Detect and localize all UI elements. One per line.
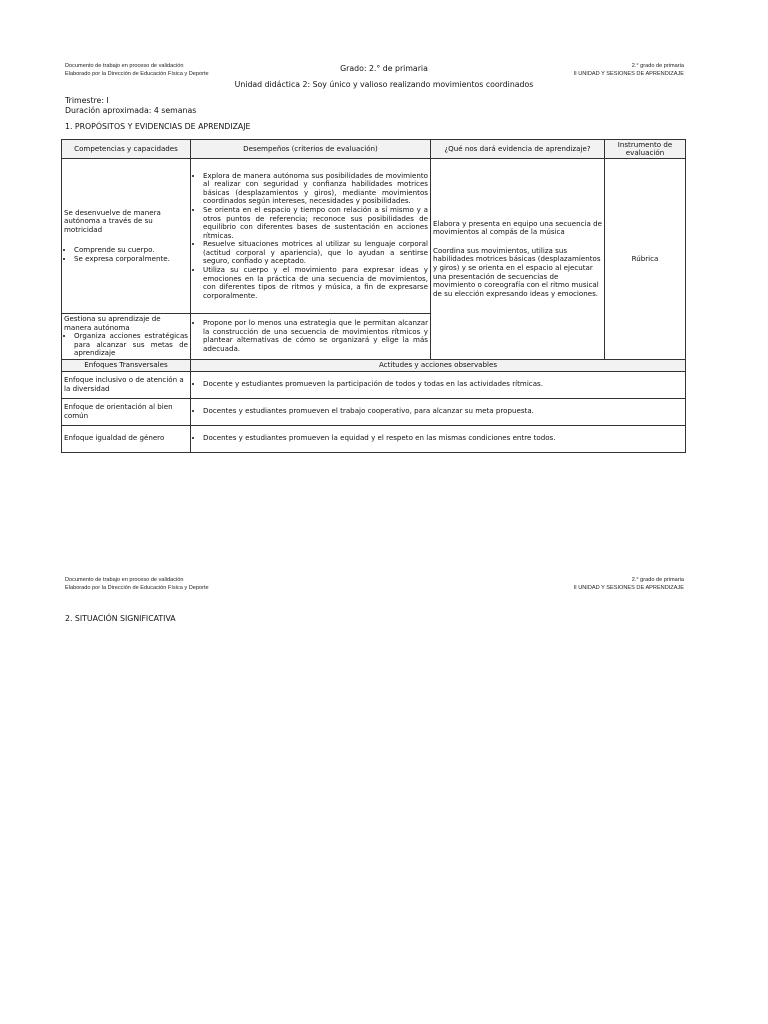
header-grade: 2.° grado de primaria: [631, 63, 684, 69]
table-row: [62, 425, 686, 452]
header-desempenos: Desempeños (criterios de evaluación): [191, 140, 431, 159]
header-author: Elaborado por la Dirección de Educación Física y Deporte: [65, 585, 209, 591]
actions-header: Actitudes y acciones observables: [191, 359, 686, 371]
list-item: • Utiliza su cuerpo y el movimiento para expresar ideas y emociones en la práctica de una secuencia de movimientos, con diferentes tipos de ritmos y música, a fin de expresarse corporalmente.: [203, 266, 428, 300]
list-item: • Se expresa corporalmente.: [74, 255, 188, 264]
approach-action-list: [193, 434, 683, 443]
instrument-cell: Rúbrica: [605, 159, 686, 360]
competency-title: Se desenvuelve de manera autónoma a través de su motricidad: [64, 207, 161, 234]
approach-action-list: [193, 380, 683, 389]
header-doc-status: Documento de trabajo en proceso de validación: [65, 63, 184, 69]
duration: Duración aproximada: 4 semanas: [65, 106, 197, 115]
header-instrumento: Instrumento de evaluación: [605, 140, 686, 159]
list-item: • Docentes y estudiantes promueven el trabajo cooperativo, para alcanzar su meta propuesta.: [203, 407, 683, 416]
approach-action-cell: [191, 425, 686, 452]
approach-action-cell: [191, 371, 686, 398]
transversal-header: Enfoques Transversales: [62, 359, 191, 371]
purposes-table: [61, 139, 686, 453]
list-item: • Resuelve situaciones motrices al utilizar su lenguaje corporal (actitud corporal y apariencia), que lo ayudan a sentirse seguro, confiado y aceptado.: [203, 240, 428, 266]
header-unit: II UNIDAD Y SESIONES DE APRENDIZAJE: [573, 71, 684, 77]
header-doc-status: Documento de trabajo en proceso de validación: [65, 577, 184, 583]
header-unit: II UNIDAD Y SESIONES DE APRENDIZAJE: [573, 585, 684, 591]
performance-list: [193, 319, 428, 353]
approach-name: Enfoque igualdad de género: [62, 425, 191, 452]
capacity-list: [64, 246, 188, 263]
competency-cell: [62, 159, 191, 314]
header-competencias: Competencias y capacidades: [62, 140, 191, 159]
trimester: Trimestre: I: [65, 96, 109, 105]
performance-cell: [191, 159, 431, 314]
performance-cell: [191, 314, 431, 360]
evidence-description: Coordina sus movimientos, utiliza sus habilidades motrices básicas (desplazamientos y giros) y se orienta en el espacio al ejecutar una presentación de secuencias de movimiento o coreografía con el ritmo musical de su elección expresando ideas y emociones.: [433, 245, 601, 298]
grade-title: Grado: 2.° de primaria: [340, 64, 428, 73]
table-header-row: [62, 140, 686, 159]
list-item: • Propone por lo menos una estrategia que le permitan alcanzar la construcción de una secuencia de movimientos rítmicos y plantear alternativas de cómo se organizará y elige la más adecuada.: [203, 319, 428, 353]
evidence-cell: [431, 159, 605, 360]
table-row: [62, 159, 686, 314]
approach-name: Enfoque de orientación al bien común: [62, 398, 191, 425]
section1-title: 1. PROPÓSITOS Y EVIDENCIAS DE APRENDIZAJE: [65, 122, 251, 131]
capacity-list: [64, 332, 188, 358]
unit-title: Unidad didáctica 2: Soy único y valioso realizando movimientos coordinados: [234, 80, 534, 89]
header-author: Elaborado por la Dirección de Educación Física y Deporte: [65, 71, 209, 77]
approach-action-cell: [191, 398, 686, 425]
section2-title: 2. SITUACIÓN SIGNIFICATIVA: [65, 614, 176, 623]
list-item: • Comprende su cuerpo.: [74, 246, 188, 255]
competency-title: Gestiona su aprendizaje de manera autónoma: [64, 314, 161, 332]
performance-list: [193, 172, 428, 301]
list-item: • Docente y estudiantes promueven la participación de todos y todas en las actividades rítmicas.: [203, 380, 683, 389]
list-item: • Docentes y estudiantes promueven la equidad y el respeto en las mismas condiciones entre todos.: [203, 434, 683, 443]
competency-cell: [62, 314, 191, 360]
list-item: • Se orienta en el espacio y tiempo con relación a sí mismo y a otros puntos de referencia; reconoce sus posibilidades de equilibrio con diferentes bases de sustentación en acciones rítmicas.: [203, 206, 428, 240]
approach-name: Enfoque inclusivo o de atención a la diversidad: [62, 371, 191, 398]
list-item: • Explora de manera autónoma sus posibilidades de movimiento al realizar con seguridad y confianza habilidades motrices básicas (desplazamientos y giros), mediante movimientos coordinados según intereses, necesidades y posibilidades.: [203, 172, 428, 206]
table-row: [62, 398, 686, 425]
approach-action-list: [193, 407, 683, 416]
list-item: • Organiza acciones estratégicas para alcanzar sus metas de aprendizaje: [74, 332, 188, 358]
header-evidencia: ¿Qué nos dará evidencia de aprendizaje?: [431, 140, 605, 159]
table-row: [62, 371, 686, 398]
evidence-summary: Elabora y presenta en equipo una secuencia de movimientos al compás de la música: [433, 218, 602, 237]
transversal-header-row: [62, 359, 686, 371]
header-grade: 2.° grado de primaria: [631, 577, 684, 583]
